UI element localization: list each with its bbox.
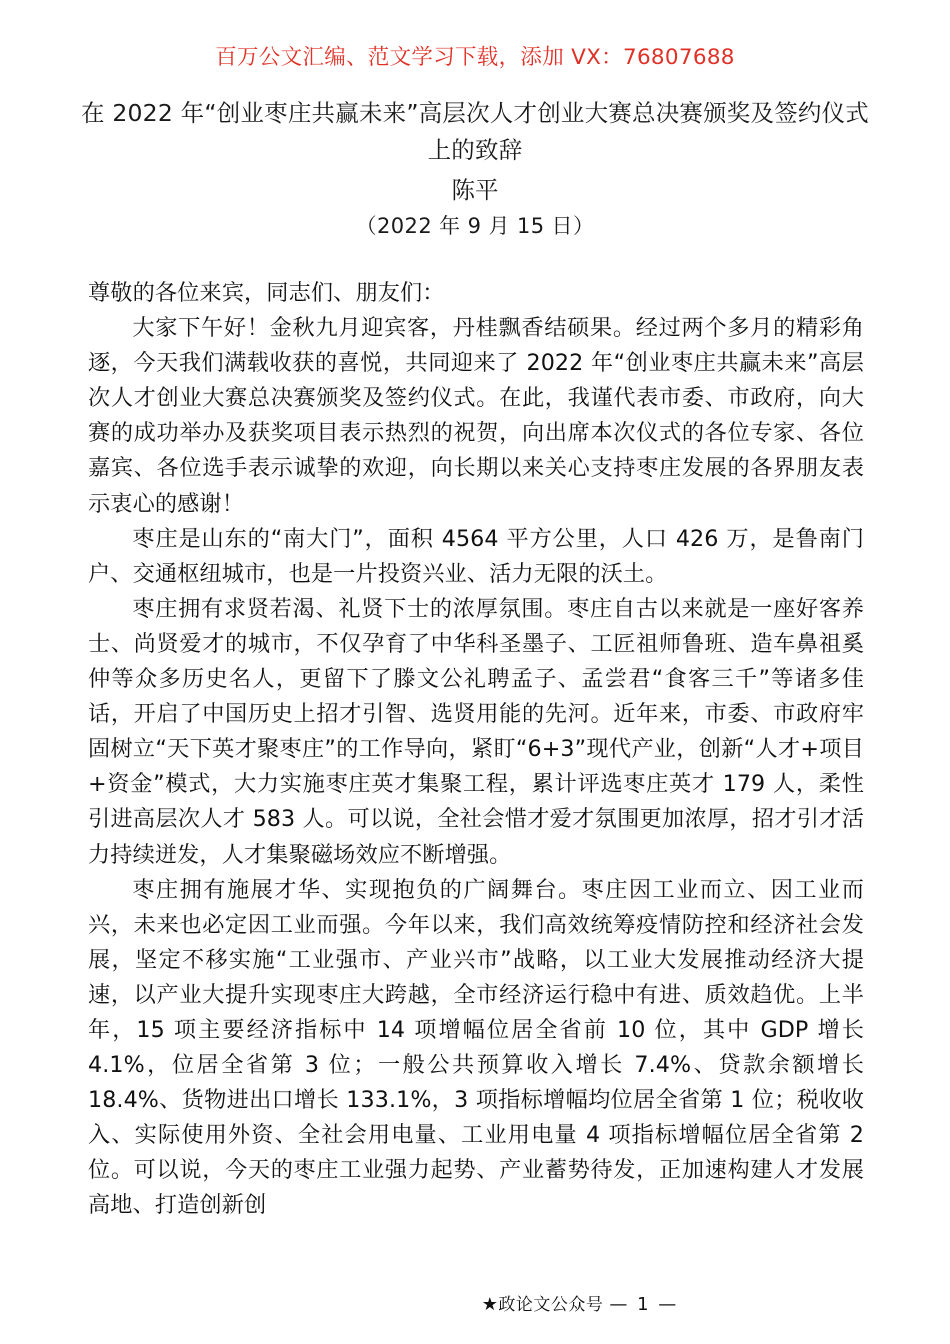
body-paragraph-3: 枣庄拥有求贤若渴、礼贤下士的浓厚氛围。枣庄自古以来就是一座好客养士、尚贤爱才的城市，不仅孕育了中华科圣墨子、工匠祖师鲁班、造车鼻祖奚仲等众多历史名人，更留下了滕文公礼聘孟子、孟尝君“食客三千”等诸多佳话，开启了中国历史上招才引智、选贤用能的先河。近年来，市委、市政府牢固树立“天下英才聚枣庄”的工作导向，紧盯“6+3”现代产业，创新“人才+项目+资金”模式，大力实施枣庄英才集聚工程，累计评选枣庄英才 179 人，柔性引进高层次人才 583 人。可以说，全社会惜才爱才氛围更加浓厚，招才引才活力持续迸发，人才集聚磁场效应不断增强。 xyxy=(88,595,864,868)
document-author: 陈平 xyxy=(451,176,499,204)
body-paragraph-2: 枣庄是山东的“南大门”，面积 4564 平方公里，人口 426 万，是鲁南门户、交通枢纽城市，也是一片投资兴业、活力无限的沃土。 xyxy=(88,525,864,587)
promo-banner: 百万公文汇编、范文学习下载，添加 VX：76807688 xyxy=(215,45,735,70)
star-icon: ★ xyxy=(481,1294,499,1315)
document-body xyxy=(88,276,864,1224)
page-footer xyxy=(0,1290,950,1315)
body-paragraph-1: 大家下午好！金秋九月迎宾客，丹桂飘香结硕果。经过两个多月的精彩角逐，今天我们满载收获的喜悦，共同迎来了 2022 年“创业枣庄共赢未来”高层次人才创业大赛总决赛颁奖及签约仪式。在此，我谨代表市委、市政府，向大赛的成功举办及获奖项目表示热烈的祝贺，向出席本次仪式的各位专家、各位嘉宾、各位选手表示诚挚的欢迎，向长期以来关心支持枣庄发展的各界朋友表示衷心的感谢！ xyxy=(88,315,864,517)
salutation-line: 尊敬的各位来宾，同志们、朋友们： xyxy=(88,280,445,306)
document-date: （2022 年 9 月 15 日） xyxy=(355,214,595,238)
page-title: 在 2022 年“创业枣庄共赢未来”高层次人才创业大赛总决赛颁奖及签约仪式上的致辞 xyxy=(81,99,869,164)
body-paragraph-4: 枣庄拥有施展才华、实现抱负的广阔舞台。枣庄因工业而立、因工业而兴，未来也必定因工业而强。今年以来，我们高效统筹疫情防控和经济社会发展，坚定不移实施“工业强市、产业兴市”战略，以工业大发展推动经济大提速，以产业大提升实现枣庄大跨越，全市经济运行稳中有进、质效趋优。上半年，15 项主要经济指标中 14 项增幅位居全省前 10 位，其中 GDP 增长 4.1%，位居全省第 3 位；一般公共预算收入增长 7.4%、贷款余额增长 18.4%、货物进出口增长 133.1%，3 项指标增幅均位居全省第 1 位；税收收入、实际使用外资、全社会用电量、工业用电量 4 项指标增幅位居全省第 2 位。可以说，今天的枣庄工业强力起势、产业蓄势待发，正加速构建人才发展高地、打造创新创 xyxy=(88,876,864,1219)
page-number: — 1 — xyxy=(609,1294,679,1315)
footer-brand: 政论文公众号 xyxy=(498,1295,604,1315)
